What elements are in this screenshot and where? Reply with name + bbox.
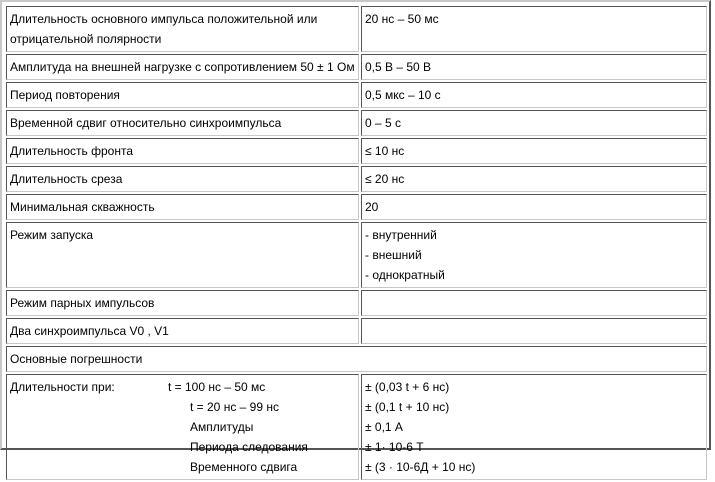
error-param: t = 20 нс – 99 нс	[190, 400, 279, 414]
table-row	[6, 166, 707, 192]
table-row	[6, 222, 707, 288]
error-value: ± (0,1 t + 10 нс)	[365, 400, 450, 414]
value-cell: 20	[361, 194, 707, 220]
table-row	[6, 194, 707, 220]
error-value: ± 1· 10-6 Т	[365, 440, 424, 454]
mode-option: - внутренний	[365, 228, 437, 242]
table-row	[6, 82, 707, 108]
param-cell: Режим запуска	[6, 222, 359, 288]
error-value: ± (3 · 10-6Д + 10 нс)	[365, 460, 476, 474]
error-param-line	[10, 417, 355, 437]
errors-header-cell: Основные погрешности	[6, 346, 707, 372]
specs-table	[4, 4, 709, 482]
param-cell: Период повторения	[6, 82, 359, 108]
value-cell: ≤ 10 нс	[361, 138, 707, 164]
param-cell: Минимальная скважность	[6, 194, 359, 220]
error-param: Периода следования	[190, 440, 308, 454]
param-cell: Длительность фронта	[6, 138, 359, 164]
table-row	[6, 54, 707, 80]
table-row	[6, 318, 707, 344]
error-value: ± 0,1 А	[365, 420, 403, 434]
error-param-line	[10, 457, 355, 477]
table-row	[6, 6, 707, 52]
param-cell: Длительность основного импульса положительной или отрицательной полярности	[6, 6, 359, 52]
value-cell: 20 нс – 50 мс	[361, 6, 707, 52]
errors-label: Длительности при:	[10, 380, 115, 394]
error-value: ± (0,03 t + 6 нс)	[365, 380, 450, 394]
table-row	[6, 346, 707, 372]
error-param: Временного сдвига	[190, 460, 298, 474]
table-row	[6, 374, 707, 480]
value-cell: 0,5 В – 50 В	[361, 54, 707, 80]
mode-option: - внешний	[365, 248, 422, 262]
error-param-line	[10, 377, 355, 397]
table-row	[6, 138, 707, 164]
param-cell: Временной сдвиг относительно синхроимпульса	[6, 110, 359, 136]
errors-value-cell	[361, 374, 707, 480]
value-cell: ≤ 20 нс	[361, 166, 707, 192]
error-param-line	[10, 397, 355, 417]
param-cell: Длительность среза	[6, 166, 359, 192]
errors-param-cell	[6, 374, 359, 480]
param-cell: Амплитуда на внешней нагрузке с сопротивлением 50 ± 1 Ом	[6, 54, 359, 80]
param-cell: Два синхроимпульса V0 , V1	[6, 318, 359, 344]
value-cell: 0 – 5 с	[361, 110, 707, 136]
value-cell: 0,5 мкс – 10 с	[361, 82, 707, 108]
value-cell	[361, 318, 707, 344]
table-row	[6, 110, 707, 136]
table-row	[6, 290, 707, 316]
mode-option: - однократный	[365, 268, 445, 282]
value-cell	[361, 290, 707, 316]
error-param: Амплитуды	[190, 420, 254, 434]
error-param-line	[10, 437, 355, 457]
value-cell	[361, 222, 707, 288]
error-param: t = 100 нс – 50 мс	[168, 380, 266, 394]
param-cell: Режим парных импульсов	[6, 290, 359, 316]
